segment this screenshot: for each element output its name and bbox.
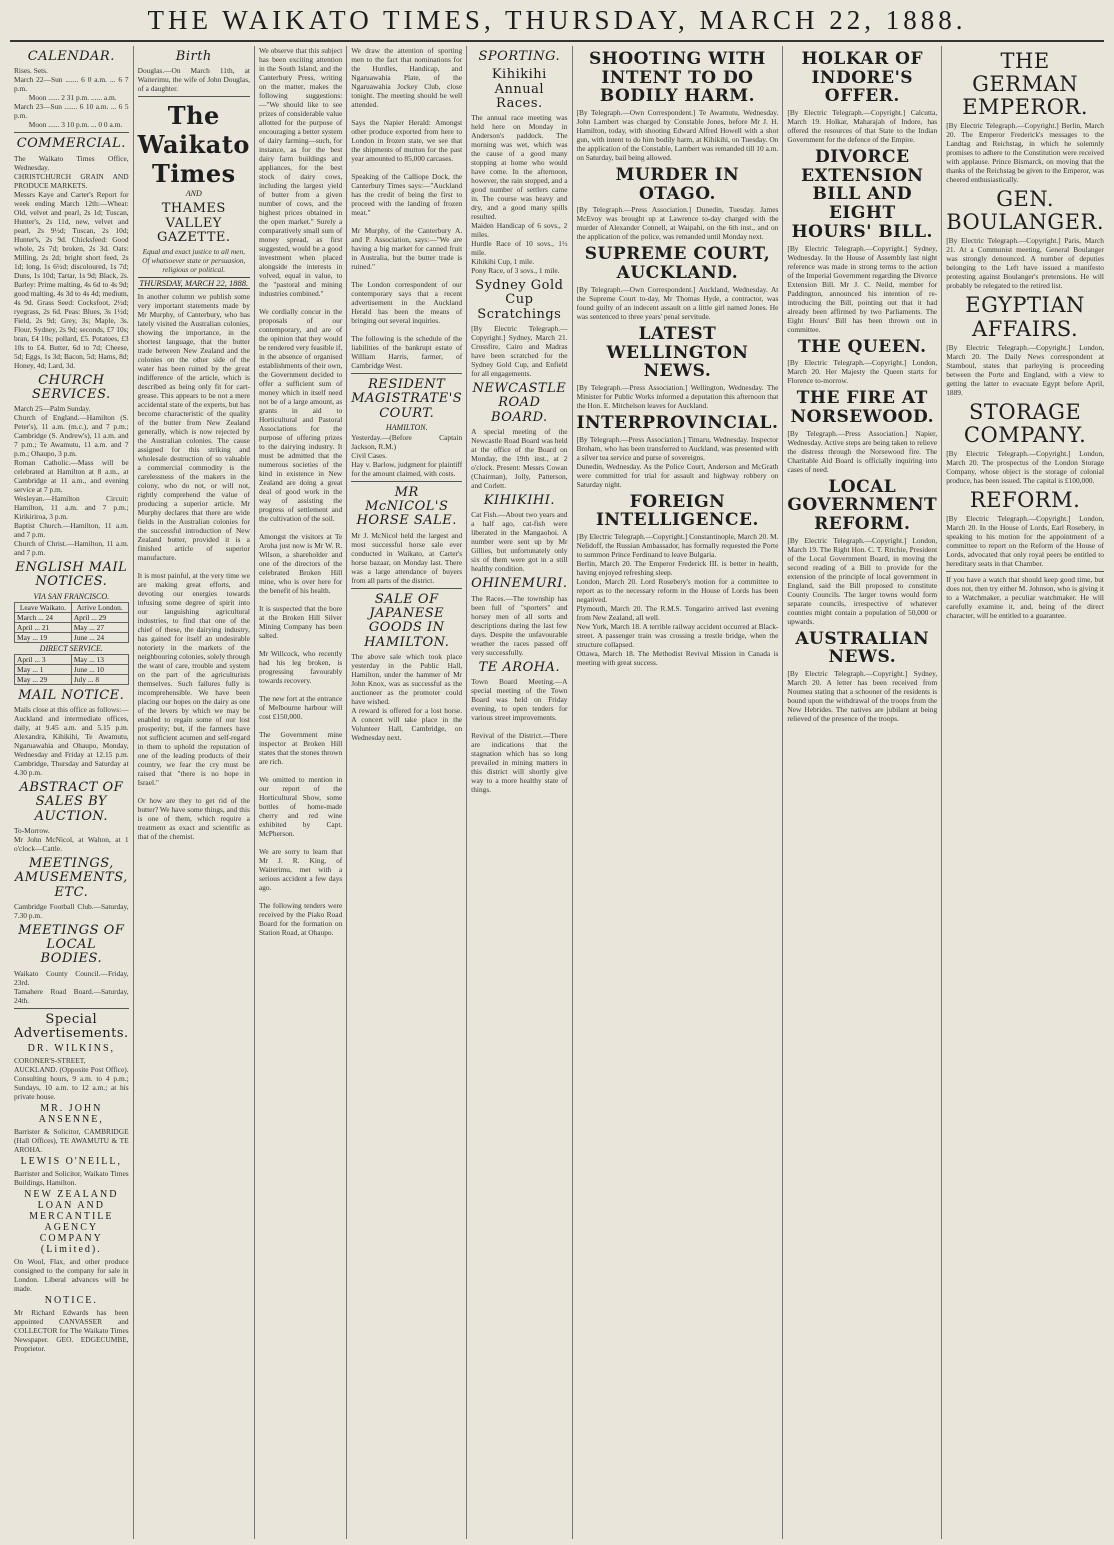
- mail-table: [14, 602, 129, 643]
- table-row: [15, 612, 129, 622]
- table-cell: May ... 13: [71, 654, 128, 664]
- table-row: [15, 654, 129, 664]
- table-cell: May ... 1: [15, 664, 72, 674]
- newspaper-title: The Waikato Times: [137, 101, 250, 189]
- divider: [14, 1008, 129, 1009]
- column-3: [255, 46, 347, 1539]
- ad-text: On Wool, Flax, and other produce consigned to the company for sale in London. Liberal advances will be made.: [14, 1257, 131, 1294]
- shooting-heading: SHOOTING WITH INTENT TO DO BODILY HARM.: [589, 49, 766, 107]
- boulanger-heading: GEN. BOULANGER.: [946, 187, 1105, 235]
- ad-name: DR. WILKINS,: [27, 1043, 116, 1055]
- resident-court-heading: RESIDENT MAGISTRATE'S COURT.: [351, 377, 463, 421]
- column-5: [467, 46, 572, 1539]
- table-cell: May ... 27: [71, 622, 128, 632]
- interprovincial-heading: INTERPROVINCIAL.: [576, 412, 779, 433]
- divider: [14, 132, 129, 133]
- divorce-heading: DIVORCE EXTENSION BILL AND EIGHT HOURS' BILL.: [791, 147, 933, 242]
- mail-notice-heading: MAIL NOTICE.: [18, 687, 125, 703]
- columns: [10, 46, 1108, 1539]
- divorce-text: [By Electric Telegraph.—Copyright.] Sydney, Wednesday. In the House of Assembly last night reference was made in strong terms to the action of the Imperial Government regarding the Divorce Extension Bill. Mr J. C. Neild, member for Paddington, announced his intention of re-introducing the Bill, pointing out that it had already been affirmed by two Parliaments. The Eight Hours' Bill has been thrown out in committee.: [787, 243, 940, 334]
- japanese-sale-heading: SALE OF JAPANESE GOODS IN HAMILTON.: [364, 591, 450, 650]
- wellington-heading: LATEST WELLINGTON NEWS.: [606, 323, 749, 382]
- murder-text: [By Telegraph.—Press Association.] Dunedin, Tuesday. James McEvoy was brought up at Lawrence to-day charged with the murder of Alexander Connell, at Waipahi, on the 6th inst., and on the application of the police, was remanded until Monday next.: [576, 205, 781, 242]
- birth-text: Douglas.—On March 11th, at Waiterimu, the wife of John Douglas, of a daughter.: [137, 66, 252, 94]
- fire-heading: THE FIRE AT NORSEWOOD.: [790, 388, 935, 427]
- masthead-title: THE WAIKATO TIMES, THURSDAY, MARCH 22, 1888.: [147, 5, 967, 35]
- column-6: [573, 46, 784, 1539]
- table-header: Arrive London.: [71, 602, 128, 612]
- ad-text: CORONER'S-STREET, AUCKLAND. (Opposite Post Office). Consulting hours, 9 a.m. to 4 p.m.; Sundays, 10 a.m. to 12 a.m.; at his private house.: [14, 1056, 131, 1102]
- news-paragraphs: We draw the attention of sporting men to the fact that nominations for the Hurdles, Handicap, and Ngaruawahia Plate, of the Ngaruawahia Jockey Club, close tonight. The meeting should be well attended. Says the Napier Herald: Amongst other produce exported from here to London in frozen state, we see that the shipments of mutton for the past year amounted to 85,000 carcases. Speaking of the Calliope Dock, the Canterbury Times says:—"Auckland has the credit of being the first to proceed with the landing of frozen meat." Mr Murphy, of the Canterbury A. and P. Association, says:—"We are having a big market for canned fruit in Australia, but the butter trade is ruined." The London correspondent of our contemporary says that a recent advertisement in the Auckland Herald has been the means of bringing out several inquiries. The following is the schedule of the liabilities of the bankrupt estate of William Harris, farmer, of Cambridge West.: [351, 46, 463, 370]
- te-aroha-heading: TE AROHA.: [478, 659, 561, 675]
- meetings-text: Cambridge Football Club.—Saturday, 7.30 p.m.: [14, 901, 131, 920]
- abstract-text: To-Morrow. Mr John McNicol, at Walton, at 1 o'clock—Cattle.: [14, 825, 129, 853]
- mails-via: VIA SAN FRANCISCO.: [33, 591, 110, 601]
- special-ads-heading: Special Advertisements.: [14, 1011, 129, 1042]
- column-4: [347, 46, 467, 1539]
- divider: [351, 481, 462, 482]
- table-cell: June ... 24: [71, 632, 128, 642]
- local-government-text: [By Electric Telegraph.—Copyright.] London, March 19. The Right Hon. C. T. Ritchie, President of the Local Government Board, in moving the second reading of a Bill to provide for the extension of the principle of local government in England, said the Bill proposed to constitute County Councils. The larger towns would form separate councils, irrespective of whatever counties might contain a population of 50,000 or upwards.: [787, 535, 940, 626]
- resident-court-text: Yesterday.—(Before Captain Jackson, R.M.) Civil Cases. Hay v. Barlow, judgment for plaintiff for the amount claimed, with costs.: [351, 432, 463, 478]
- table-header-row: [15, 602, 129, 612]
- editorial-continued: We observe that this subject has been exciting attention in the South Island, and the Canterbury Press, writing on the matter, makes the following suggestions:—"We should like to see prizes of considerable value allotted for the purpose of encouraging a better system of dairy farming—such, for instance, as for the best dairy farm buildings and appliances, for the best stock of dairy cows, including the largest yield of butter from a given number of cows, and the highest prices obtained in the open market." Surely a comparatively small sum of money spread, as first suggested, would be a good investment when placed alongside the interests in volved, equal in value, to the "pastoral and mining industries combined." We cordially concur in the proposals of our contemporary, and are of the opinion that they would be rendered very feasible if, in the absence of organised establishments of their own, the Government decided to offer a sufficient sum of money which in itself need not be of a large amount, as grants in aid to Horticultural and Pastoral Associations for the purpose of offering prizes to the dairying industry. It must be admitted that the numerous societies of the kind in existence in New Zealand are doing a great deal of good work in the way of assisting the progress of settlement and the cultivation of the soil. Amongst the visitors at Te Aroha just now is Mr W. R. Wilson, a shareholder and one of the directors of the celebrated Broken Hill mine, who is over here for the benefit of his health. It is suspected that the bore at the Broken Hill Silver Mining Company has been salted. Mr Willcock, who recently had his leg broken, is progressing favourably towards recovery. The new fort at the entrance of Melbourne harbour will cost £150,000. The Government mine inspector at Broken Hill states that the stones thrown are rich. We omitted to mention in our report of the Horticultural Show, some bottles of home-made cherry and red wine exhibited by Capt. McPherson. We are sorry to learn that Mr J. R. King, of Waiterimu, met with a serious accident a few days ago. The following tenders were received by the Piako Road Board for the formation on Station Road, at Ohaupo.: [258, 46, 343, 937]
- kihikihi-text: Cat Fish.—About two years and a half ago, cat-fish were liberated in the Mangaohoi. A number were sent up by Mr Gillies, but unfortunately only six of them were got in a still healthy condition.: [471, 510, 570, 574]
- boards-text: Waikato County Council.—Friday, 23rd. Tamahere Road Board.—Saturday, 24th.: [14, 968, 129, 1005]
- local-government-heading: LOCAL GOVERNMENT REFORM.: [787, 476, 938, 534]
- mails-direct: DIRECT SERVICE.: [39, 643, 103, 653]
- table-cell: July ... 8: [71, 674, 128, 684]
- boards-heading: MEETINGS OF LOCAL BODIES.: [18, 922, 125, 967]
- table-cell: April ... 3: [15, 654, 72, 664]
- ad-name: MR. JOHN ANSENNE,: [38, 1103, 104, 1126]
- birth-heading: Birth: [175, 49, 212, 64]
- supreme-court-text: [By Telegraph.—Own Correspondent.] Auckland, Wednesday. At the Supreme Court to-day, Mr Thomas Hyde, a contractor, was found guilty of an indecent assault on a little girl named Jones. He was sentenced to three years' penal servitude.: [576, 284, 781, 321]
- interprovincial-text: [By Telegraph.—Press Association.] Timaru, Wednesday. Inspector Broham, who has been transferred to Auckland, was presented with a silver tea service and purse of sovereigns. Dunedin, Wednesday. As the Police Court, Anderson and McGrath were committed for trial for assault and highway robbery on Saturday night.: [576, 434, 779, 489]
- wellington-text: [By Telegraph.—Press Association.] Wellington, Wednesday. The Minister for Public Works informed a deputation this afternoon that the Hon. E. Mitchelson leaves for Auckland.: [576, 382, 781, 410]
- divider: [351, 373, 462, 374]
- ohinemuri-text: The Races.—The township has been full of "sporters" and horsey men of all sorts and descriptions during the last few days. Despite the unfavourable weather the races passed off very successfully.: [471, 593, 570, 657]
- storage-text: [By Electric Telegraph.—Copyright.] London, March 20. The prospectus of the London Storage Company, whose object is the storage of colonial produce, has been issued. The capital is £100,000.: [946, 448, 1106, 485]
- egyptian-heading: EGYPTIAN AFFAIRS.: [965, 293, 1085, 341]
- holkar-text: [By Electric Telegraph.—Copyright.] Calcutta, March 19. Holkar, Maharajah of Indore, has offered the resources of that State to the Indian Government for the defence of the Empire.: [787, 108, 940, 145]
- dateline: THURSDAY, MARCH 22, 1888.: [139, 278, 249, 289]
- divider: [946, 571, 1104, 572]
- title-and: AND: [185, 189, 202, 199]
- horse-sale-heading: MR McNICOL'S HORSE SALE.: [356, 484, 457, 529]
- table-cell: May ... 29: [15, 674, 72, 684]
- german-emperor-text: [By Electric Telegraph.—Copyright.] Berlin, March 20. The Emperor Frederick's messages to the Landtag and Reichstag, in which he solemnly promises to adhere to the Constitution were received with applause. Prince Bismarck, on moving that the thanks of the Reichstag be given to the Emperor, was cheered enthusiastically.: [946, 121, 1106, 185]
- editorial-text: In another column we publish some very important statements made by Mr Murphy, of Canterbury, who has lately visited the Australian colonies, showing the importance, in the shortest language, that the butter trade between New Zealand and the colonies on the other side of the water has been ruined by the great indifference of the article, which is described as being only fit for cart-grease. This appears to be not a mere accidental state of the experts, but has become characteristic of the quality of the butter from New Zealand generally, which is now rejected by the Australian colonies. The cause assigned for this striking and wholesale destruction of so valuable a commercial commodity is the carelessness of the makers in the colony, who do not, or will not, rightly comprehend the value of producing a superior article. Mr Murphy declares that there are wide fields in the Australian colonies for the successful introduction of New Zealand butter, provided it is a finished article of superior manufacture. It is most painful, at the very time we are making great efforts, and devoting our energies towards infusing some degree of spirit into our languishing agricultural industries, to find that one of the chief of these, the dairying industry, has gained for itself an undesirable notoriety in the markets of the neighbouring colonies, solely through the want of care, trouble and system on the part of the agriculturists themselves. Such failures fully is incomprehensible. We have been placing our hopes on the dairy as one of the levers by which we may be enabled to regain some of our lost prosperity; but, if the farmers have not sufficient acumen and self-regard in them to uphold the reputation of one of the leading products of their country, we fear the cry must be raised that "there is no hope in Israel." Or how are they to get rid of the butter? We have some things, and this is one of them, which require a treatment as exact and scientific as that of the chemist.: [137, 292, 250, 842]
- divider: [351, 588, 462, 589]
- murder-heading: MURDER IN OTAGO.: [615, 165, 740, 204]
- japanese-sale-text: The above sale which took place yesterday in the Public Hall, Hamilton, under the hammer of Mr John Knox, was as successful as the auctioneer as the promoter could have wished.: [351, 651, 465, 706]
- table-row: [15, 632, 129, 642]
- horse-sale-text: Mr J. McNicol held the largest and most successful horse sale ever conducted in Waikato, at Carter's horse bazaar, on Monday last. There was a large attendance of buyers from all parts of the district.: [351, 530, 465, 585]
- table-cell: April ... 29: [71, 612, 128, 622]
- column-7: [783, 46, 942, 1539]
- table-row: [15, 674, 129, 684]
- motto: Equal and exact justice to all men, Of whatsoever state or persuasion, religious or political.: [142, 247, 246, 275]
- divider: [138, 96, 250, 97]
- commercial-text: The Waikato Times Office, Wednesday. CHRISTCHURCH GRAIN AND PRODUCE MARKETS. Messrs Kaye and Carter's Report for week ending March 12th:—Wheat: Old, velvet and pearl, 2s 1d; Tuscan, Hunter's, 2s 11d, new, velvet and pearl, 2s 9½d; Tuscan, 2s 10d; Hunter's, 2s 9d. Chicksfeed: Good whole, 2s 7d; broken, 2s 3d. Oats: Milling, 2s 2d; bright short feed, 2s 1d; long, 1s 6½d; discoloured, 1s 7d; Duns, 1s 10d; Tartar, 1s 9d; Black, 2s. Barley: Prime malting, 4s 6d to 4s 9d; good malting, 4s 3d to 4s 4d; medium, 4s 9d. Grass Seed: Cocksfoot, 2½d; ryegrass, 2s 6d. Peas: Blues, 3s 1½d; Field, 2s 9d; Grey, 3s; Maple, 3s. Flour, Sydney, 2s 9d; seconds, £7 10s; bran, £4 10s; pollard, £5. Potatoes, £3 10s to £4. Butter, 6d to 7d; Cheese, 5d; Eggs, 1s 3d; Bacon, 5d; Hams, 8d; Honey, 4d; Lard, 3d.: [14, 153, 129, 370]
- boulanger-text: [By Electric Telegraph.—Copyright.] Paris, March 21. At a Communist meeting, General Boulanger was strongly denounced. A number of deputies belonging to the Left have issued a manifesto protesting against Boulanger's pretensions. He will probably be relegated to the retired list.: [946, 236, 1106, 291]
- australian-news-text: [By Electric Telegraph.—Copyright.] Sydney, March 20. A letter has been received from Noumea stating that a schooner of the residents is bound upon the withdrawal of the troops from the New Hebrides. The natives are jubilant at being relieved of the presence of the troops.: [787, 669, 940, 723]
- holkar-heading: HOLKAR OF INDORE'S OFFER.: [801, 49, 924, 107]
- ad-name: LEWIS O'NEILL,: [20, 1156, 123, 1168]
- sporting-heading: SPORTING.: [478, 49, 561, 64]
- masthead: [10, 0, 1104, 42]
- newcastle-heading: NEWCASTLE ROAD BOARD.: [472, 381, 567, 425]
- table-cell: April ... 21: [15, 622, 72, 632]
- queen-heading: THE QUEEN.: [798, 336, 927, 357]
- german-emperor-heading: THE GERMAN EMPEROR.: [962, 49, 1088, 120]
- mail-notice-text: Mails close at this office as follows:—Auckland and intermediate offices, daily, at 9.45 a.m. and 5.15 p.m. Alexandra, Kihikihi, Te Awamutu, Ngaruawahia and Ohaupo, Monday, Wednesday and Friday at 12.15 p.m. Cambridge, Thursday and Saturday at 4.30 p.m.: [14, 705, 131, 778]
- church-text: March 25—Palm Sunday. Church of England.—Hamilton (S. Peter's), 11 a.m. (m.c.), and 7 p.m.; Cambridge (S. Andrew's), 11 a.m. and 7 p.m.; Te Awamutu, 11 a.m. and 7 p.m.; Ohaupo, 3 p.m. Roman Catholic.—Mass will be celebrated at Hamilton at 8 a.m., at Cambridge at 11 a.m., and evening service at 7 p.m. Wesleyan.—Hamilton Circuit: Hamilton, 11 a.m. and 7 p.m.; Kirikiriroa, 3 p.m. Baptist Church.—Hamilton, 11 a.m. and 7 p.m. Church of Christ.—Hamilton, 11 a.m. and 7 p.m.: [14, 404, 129, 558]
- shooting-text: [By Telegraph.—Own Correspondent.] Te Awamutu, Wednesday. John Lambert was charged by Constable Jones, before Mr J. H. Hamilton, today, with shooting Edward Alfred Howell with a shot gun, with intent to do him bodily harm, at Kihikihi, on Tuesday. On the application of the Constable, Lambert was remanded till 10 a.m. on Saturday, bail being allowed.: [576, 108, 781, 163]
- foreign-text: [By Electric Telegraph.—Copyright.] Constantinople, March 20. M. Nelidoff, the Russian Ambassador, has formally requested the Porte to summon Prince Ferdinand to leave Bulgaria. Berlin, March 20. The Emperor Frederick III. is better in health, having enjoyed refreshing sleep. London, March 20. Lord Rosebery's motion for a committee to report as to the necessary reform in the House of Lords has been negatived. Plymouth, March 20. The R.M.S. Tongariro arrived last evening from New Zealand, all well. New York, March 18. A terrible railway accident occurred at Black-street. A passenger train was crossing a trestle bridge, when the structure collapsed. Ottawa, March 18. The Methodist Revival Mission in Canada is meeting with great success.: [576, 531, 779, 667]
- commercial-heading: COMMERCIAL.: [16, 136, 126, 152]
- foreign-heading: FOREIGN INTELLIGENCE.: [595, 491, 759, 531]
- ad-name: NEW ZEALAND LOAN AND MERCANTILE AGENCY COMPANY (Limited).: [24, 1189, 119, 1256]
- column-1: [10, 46, 134, 1539]
- australian-news-heading: AUSTRALIAN NEWS.: [795, 628, 930, 668]
- column-8: [942, 46, 1108, 1539]
- table-cell: May ... 19: [15, 632, 72, 642]
- te-aroha-text: Town Board Meeting.—A special meeting of the Town Board was held on Friday evening, to open tenders for various street improvements. Revival of the District.—There are indications that the stagnation which has so long prevailed in mining matters in this district will shortly give way to a more healthy state of things.: [471, 676, 568, 794]
- abstract-heading: ABSTRACT OF SALES BY AUCTION.: [19, 780, 124, 824]
- ad-name: NOTICE.: [44, 1295, 98, 1307]
- reform-heading: REFORM.: [969, 487, 1081, 512]
- queen-text: [By Electric Telegraph.—Copyright.] London, March 20. Her Majesty the Queen starts for Florence to-morrow.: [787, 358, 940, 386]
- table-cell: March ... 24: [15, 612, 72, 622]
- church-heading: CHURCH SERVICES.: [31, 372, 111, 402]
- title-sub: THAMES VALLEY GAZETTE.: [157, 201, 231, 245]
- mail-table-direct: [14, 654, 129, 685]
- mails-heading: ENGLISH MAIL NOTICES.: [15, 560, 128, 590]
- egyptian-text: [By Electric Telegraph.—Copyright.] London, March 20. The Daily News correspondent at Stamboul, states that parleying is proceeding between the Porte and England, with a view to getting the latter to evacuate Egypt before April, 1889.: [946, 342, 1106, 397]
- table-header: Leave Waikato.: [15, 602, 72, 612]
- resident-court-sub: HAMILTON.: [385, 422, 428, 432]
- table-row: [15, 664, 129, 674]
- kihikihi-races-heading: Kihikihi Annual Races.: [491, 67, 547, 111]
- supreme-court-heading: SUPREME COURT, AUCKLAND.: [584, 244, 771, 284]
- column-2: [134, 46, 255, 1539]
- newcastle-text: A special meeting of the Newcastle Road Board was held at the office of the Board on Monday, the 19th inst., at 2 o'clock. Present: Messrs Cowan (Chairman), Jolly, Patterson, and Corlett.: [471, 426, 570, 490]
- ad-text: Barrister and Solicitor, Waikato Times Buildings, Hamilton.: [14, 1169, 131, 1188]
- table-cell: June ... 10: [71, 664, 128, 674]
- sporting-text: The annual race meeting was held here on Monday in Anderson's paddock. The morning was wet, which was the cause of a good many stopping at home who would have come. In the afternoon, however, the rain stopped, and a good number of settlers came in. The course was heavy and dry, and a good many spills resulted. Maiden Handicap of 6 sovs., 2 miles. Hurdle Race of 10 sovs., 1½ mile. Kihikihi Cup, 1 mile. Pony Race, of 3 sovs., 1 mile.: [471, 113, 568, 276]
- meetings-heading: MEETINGS, AMUSEMENTS, ETC.: [14, 855, 128, 900]
- sydney-cup-heading: Sydney Gold Cup Scratchings: [475, 278, 564, 322]
- table-row: [15, 622, 129, 632]
- calendar-heading: CALENDAR.: [27, 49, 115, 64]
- fire-text: [By Telegraph.—Press Association.] Napier, Wednesday. Active steps are being taken to relieve the distress through the Norsewood fire. The Charitable Aid Board is officially inquiring into cases of need.: [787, 428, 940, 474]
- ad-text: Mr Richard Edwards has been appointed CANVASSER and COLLECTOR for The Waikato Times Newspaper. GEO. EDGECUMBE, Proprietor.: [14, 1308, 131, 1354]
- calendar-text: Rises. Sets. March 22—Sun ....... 6 0 a.m. ... 6 7 p.m. Moon ...... 2 31 p.m. ...... a.m. March 23—Sun ....... 6 10 a.m. ... 6 5 p.m. Moon ...... 3 10 p.m. ... 0 0 a.m.: [14, 66, 129, 130]
- watch-ad-text: If you have a watch that should keep good time, but does not, then try either M. Johnson, who is giving it to a Watchmaker, a peculiar watchmaker. He will carefully examine it, and, being of the direct character, will be entitled to a guarantee.: [946, 574, 1106, 620]
- reform-text: [By Electric Telegraph.—Copyright.] London, March 20. In the House of Lords, Earl Rosebery, in speaking to his motion for the appointment of a committee to report on the Reform of the House of Lords, advocated that only royal peers be entitled to hereditary seats in that Chamber.: [946, 513, 1106, 568]
- sydney-cup-text: [By Electric Telegraph.—Copyright.] Sydney, March 21. Crossfire, Cairo and Madras have been scratched for the Sydney Gold Cup, and Enfield for all engagements.: [471, 324, 570, 379]
- kihikihi-heading: KIHIKIHI.: [483, 492, 555, 508]
- reward-text: A reward is offered for a lost horse. A concert will take place in the Volunteer Hall, Cambridge, on Wednesday next.: [351, 705, 464, 742]
- storage-heading: STORAGE COMPANY.: [963, 399, 1087, 447]
- ohinemuri-heading: OHINEMURI.: [471, 576, 568, 592]
- ad-text: Barrister & Solicitor, CAMBRIDGE (Hall Offices), TE AWAMUTU & TE AROHA.: [14, 1127, 131, 1155]
